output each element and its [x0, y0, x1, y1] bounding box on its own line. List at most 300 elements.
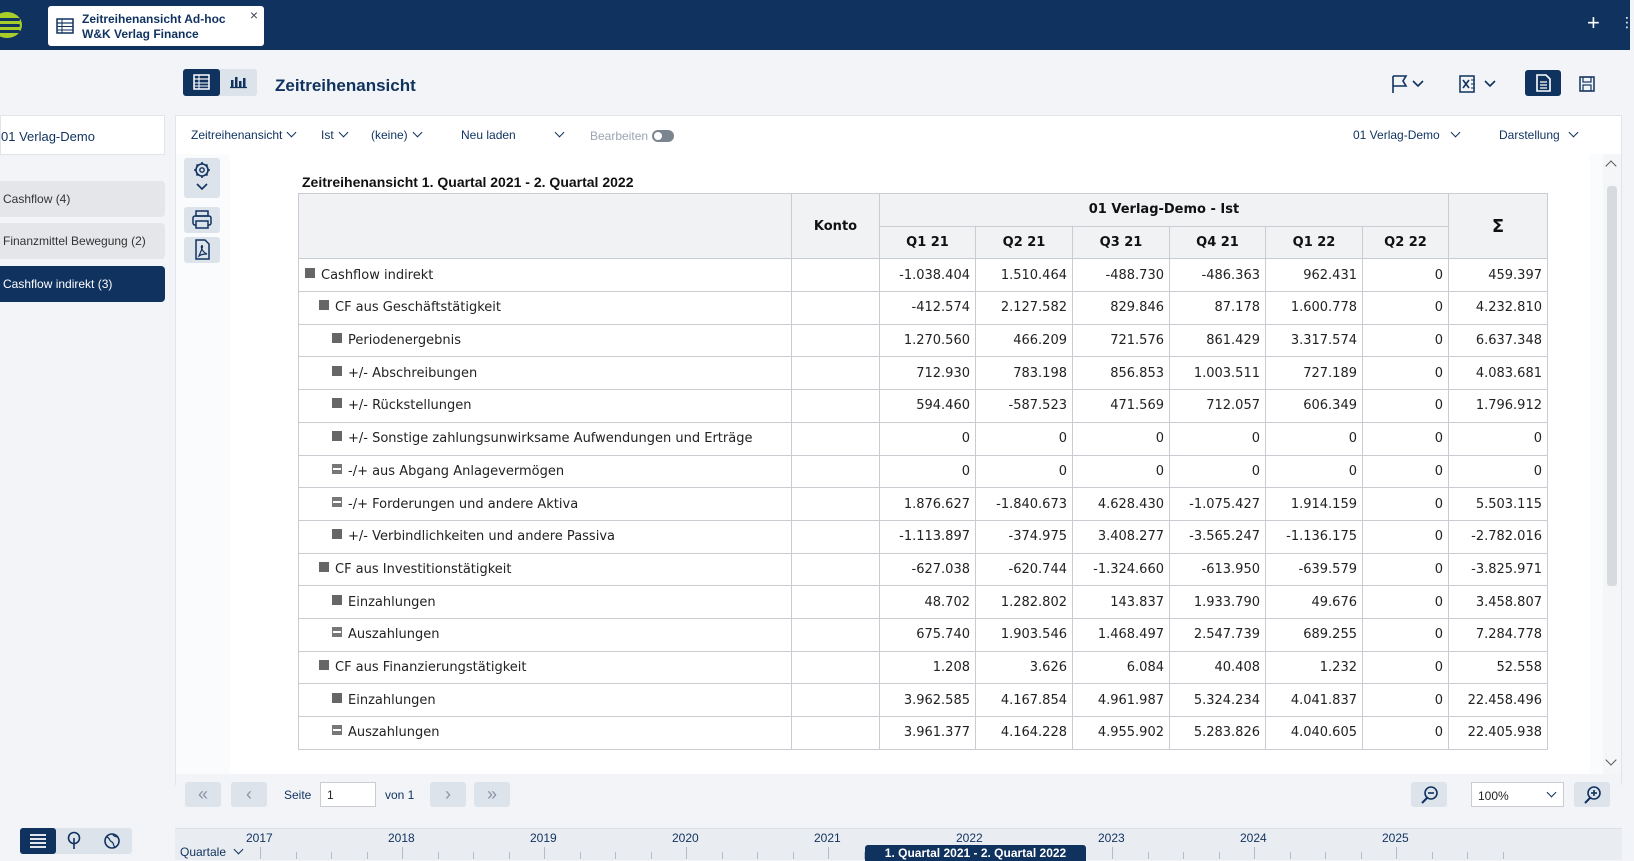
- value-cell: -486.363: [1170, 259, 1266, 292]
- list-view-button[interactable]: [20, 828, 56, 854]
- row-label-cell: [299, 553, 792, 586]
- value-cell: 4.961.987: [1073, 684, 1170, 717]
- view-dropdown[interactable]: [191, 128, 295, 142]
- report-table: [298, 193, 1548, 750]
- pager: [176, 774, 1621, 814]
- period-header: Q2 22: [1363, 226, 1449, 259]
- more-menu-icon[interactable]: ⋮: [1620, 14, 1634, 30]
- table-row[interactable]: [299, 292, 1548, 325]
- konto-cell: [792, 488, 880, 521]
- value-cell: 712.930: [880, 357, 976, 390]
- printer-icon: [184, 207, 220, 233]
- timeline-year-label: 2018: [388, 831, 415, 845]
- timeline-tick: [1148, 852, 1149, 859]
- value-cell: -1.075.427: [1170, 488, 1266, 521]
- konto-cell: [792, 553, 880, 586]
- timeline-tick: [580, 852, 581, 859]
- timeline-year-label: 2025: [1382, 831, 1409, 845]
- next-page-button[interactable]: ›: [430, 782, 466, 807]
- timeline-tick: [1467, 852, 1468, 859]
- chart-view-button[interactable]: [220, 69, 257, 96]
- table-row[interactable]: [299, 586, 1548, 619]
- timeline-year-label: 2024: [1240, 831, 1267, 845]
- row-label: -/+ Forderungen und andere Aktiva: [348, 496, 579, 512]
- value-cell: 1.468.497: [1073, 618, 1170, 651]
- selected-range[interactable]: 1. Quartal 2021 - 2. Quartal 2022: [865, 845, 1086, 861]
- bottom-view-toggle: [20, 828, 132, 854]
- chevron-down-icon: [1413, 81, 1423, 86]
- sum-cell: 459.397: [1449, 259, 1548, 292]
- value-cell: 471.569: [1073, 390, 1170, 423]
- excel-icon: [1460, 76, 1475, 92]
- row-label-cell: [299, 390, 792, 423]
- value-cell: 1.914.159: [1266, 488, 1363, 521]
- tab-subtitle: W&K Verlag Finance: [82, 27, 199, 41]
- value-cell: -587.523: [976, 390, 1073, 423]
- timeline-year-label: 2023: [1098, 831, 1125, 845]
- value-cell: 0: [1170, 455, 1266, 488]
- table-row[interactable]: [299, 684, 1548, 717]
- value-cell: 712.057: [1170, 390, 1266, 423]
- document-view-button[interactable]: [1525, 70, 1561, 96]
- konto-cell: [792, 259, 880, 292]
- konto-cell: [792, 618, 880, 651]
- table-row[interactable]: [299, 717, 1548, 750]
- table-row[interactable]: [299, 259, 1548, 292]
- row-label: -/+ aus Abgang Anlagevermögen: [348, 463, 565, 479]
- table-row[interactable]: [299, 324, 1548, 357]
- zoom-in-button[interactable]: [1574, 782, 1610, 807]
- display-dropdown[interactable]: [1499, 128, 1577, 142]
- app-logo-icon: [0, 12, 22, 38]
- timeline-tick: [296, 852, 297, 859]
- timeline-tick: [1254, 847, 1255, 859]
- chevron-down-icon: [1547, 788, 1557, 798]
- value-cell: 1.903.546: [976, 618, 1073, 651]
- konto-cell: [792, 422, 880, 455]
- row-label: Cashflow indirekt: [321, 267, 434, 283]
- node-icon[interactable]: [305, 268, 315, 278]
- company-dropdown-label: 01 Verlag-Demo: [1353, 128, 1440, 142]
- period-header: Q4 21: [1170, 226, 1266, 259]
- timeline-tick: [1432, 852, 1433, 859]
- last-page-button[interactable]: »: [474, 782, 510, 807]
- value-cell: -1.324.660: [1073, 553, 1170, 586]
- table-row[interactable]: [299, 488, 1548, 521]
- zoom-select[interactable]: [1471, 782, 1564, 807]
- chevron-down-icon: [554, 128, 564, 138]
- previous-page-button[interactable]: ‹: [231, 782, 267, 807]
- row-label-cell: [299, 259, 792, 292]
- print-button[interactable]: [184, 207, 220, 233]
- row-label: CF aus Geschäftstätigkeit: [335, 300, 502, 316]
- report-toolbar: [176, 116, 1621, 154]
- timeline-tick: [757, 852, 758, 859]
- value-cell: 5.283.826: [1170, 717, 1266, 750]
- timeline-year-label: 2020: [672, 831, 699, 845]
- value-cell: 0: [1363, 488, 1449, 521]
- collapse-icon[interactable]: [332, 497, 342, 507]
- value-cell: 0: [1363, 422, 1449, 455]
- sidebar-item-cashflow[interactable]: Cashflow (4): [0, 181, 165, 217]
- flag-icon: [1393, 76, 1406, 93]
- granularity-label: Quartale: [180, 845, 227, 859]
- konto-header: Konto: [792, 194, 880, 259]
- period-header: Q2 21: [976, 226, 1073, 259]
- value-cell: 48.702: [880, 586, 976, 619]
- page-title: Zeitreihenansicht: [275, 76, 416, 95]
- vertical-scrollbar[interactable]: [1603, 154, 1621, 774]
- row-label-cell: [299, 488, 792, 521]
- document-tab[interactable]: [48, 6, 264, 46]
- sum-cell: 22.405.938: [1449, 717, 1548, 750]
- row-label-cell: [299, 357, 792, 390]
- row-label: +/- Rückstellungen: [348, 398, 472, 414]
- report-title: Zeitreihenansicht 1. Quartal 2021 - 2. Quartal 2022: [302, 174, 634, 190]
- sum-cell: -3.825.971: [1449, 553, 1548, 586]
- value-cell: 0: [1363, 455, 1449, 488]
- value-cell: 49.676: [1266, 586, 1363, 619]
- timeline-tick: [509, 852, 510, 859]
- collapse-icon[interactable]: [332, 725, 342, 735]
- value-cell: 0: [1073, 422, 1170, 455]
- timeline-tick: [438, 852, 439, 859]
- sum-cell: 22.458.496: [1449, 684, 1548, 717]
- zoom-in-icon: [1574, 782, 1610, 807]
- scroll-thumb[interactable]: [1607, 186, 1617, 586]
- chevron-up-icon[interactable]: [1605, 160, 1616, 171]
- node-icon[interactable]: [319, 300, 329, 310]
- row-label-cell: [299, 618, 792, 651]
- value-cell: 0: [1266, 422, 1363, 455]
- document-icon: [1525, 70, 1561, 96]
- value-cell: 861.429: [1170, 324, 1266, 357]
- row-label-cell: [299, 292, 792, 325]
- reload-dropdown[interactable]: [461, 128, 563, 142]
- value-cell: 5.324.234: [1170, 684, 1266, 717]
- value-cell: 0: [1363, 618, 1449, 651]
- value-cell: 675.740: [880, 618, 976, 651]
- value-cell: 3.626: [976, 651, 1073, 684]
- timeline-tick: [1325, 852, 1326, 859]
- value-cell: 1.270.560: [880, 324, 976, 357]
- value-cell: 0: [1363, 390, 1449, 423]
- row-label: +/- Verbindlichkeiten und andere Passiva: [348, 529, 615, 545]
- konto-cell: [792, 717, 880, 750]
- table-icon: [56, 17, 74, 35]
- collapse-icon[interactable]: [332, 627, 342, 637]
- period-header: Q3 21: [1073, 226, 1170, 259]
- sum-cell: 52.558: [1449, 651, 1548, 684]
- sum-cell: 0: [1449, 422, 1548, 455]
- table-view-button[interactable]: [183, 69, 220, 96]
- value-cell: 1.208: [880, 651, 976, 684]
- tree-view-button[interactable]: [56, 828, 92, 854]
- table-row[interactable]: [299, 357, 1548, 390]
- timeline-tick: [331, 852, 332, 859]
- period-header: Q1 21: [880, 226, 976, 259]
- scenario-dropdown[interactable]: [321, 128, 347, 142]
- report-panel: [175, 115, 1622, 804]
- sum-cell: 7.284.778: [1449, 618, 1548, 651]
- table-row[interactable]: [299, 455, 1548, 488]
- table-row[interactable]: [299, 390, 1548, 423]
- timeline-tick: [828, 847, 829, 859]
- konto-cell: [792, 324, 880, 357]
- value-cell: -488.730: [1073, 259, 1170, 292]
- row-label-cell: [299, 455, 792, 488]
- node-icon[interactable]: [332, 693, 342, 703]
- chevron-down-icon: [287, 128, 297, 138]
- row-label-cell: [299, 422, 792, 455]
- value-cell: 6.084: [1073, 651, 1170, 684]
- value-cell: 1.933.790: [1170, 586, 1266, 619]
- timeline-tick: [544, 847, 545, 859]
- row-label: Auszahlungen: [348, 627, 440, 643]
- value-cell: 2.127.582: [976, 292, 1073, 325]
- display-dropdown-label: Darstellung: [1499, 128, 1560, 142]
- value-cell: 3.408.277: [1073, 520, 1170, 553]
- value-cell: -412.574: [880, 292, 976, 325]
- value-cell: 689.255: [1266, 618, 1363, 651]
- gear-icon: [184, 158, 220, 198]
- table-row[interactable]: [299, 553, 1548, 586]
- chevron-down-icon: [1568, 128, 1578, 138]
- timeline-year-label: 2017: [246, 831, 273, 845]
- timeline-tick: [1219, 852, 1220, 859]
- timeline-tick: [402, 847, 403, 859]
- settings-button[interactable]: [184, 158, 220, 198]
- chevron-down-icon: [1450, 128, 1460, 138]
- globe-icon: [94, 828, 130, 854]
- reload-label: Neu laden: [461, 128, 516, 142]
- company-dropdown[interactable]: [1353, 128, 1459, 142]
- value-cell: -1.136.175: [1266, 520, 1363, 553]
- value-cell: 829.846: [1073, 292, 1170, 325]
- sum-cell: 3.458.807: [1449, 586, 1548, 619]
- timeline-tick: [1503, 852, 1504, 859]
- timeline-tick: [651, 852, 652, 859]
- toggle-switch[interactable]: [652, 130, 674, 142]
- value-cell: -3.565.247: [1170, 520, 1266, 553]
- chevron-down-icon: [1485, 81, 1495, 86]
- top-bar: [0, 0, 1634, 50]
- value-cell: 143.837: [1073, 586, 1170, 619]
- collapse-icon[interactable]: [332, 464, 342, 474]
- node-icon[interactable]: [332, 595, 342, 605]
- konto-cell: [792, 292, 880, 325]
- row-label-cell: [299, 651, 792, 684]
- value-cell: 594.460: [880, 390, 976, 423]
- value-cell: 0: [1363, 520, 1449, 553]
- row-label-cell: [299, 684, 792, 717]
- value-cell: 3.317.574: [1266, 324, 1363, 357]
- konto-cell: [792, 455, 880, 488]
- group-header: 01 Verlag-Demo - Ist: [880, 194, 1449, 227]
- chevron-down-icon: [412, 128, 422, 138]
- first-page-button[interactable]: «: [185, 782, 221, 807]
- value-cell: -1.840.673: [976, 488, 1073, 521]
- value-cell: 1.282.802: [976, 586, 1073, 619]
- scenario-dropdown-label: Ist: [321, 128, 334, 142]
- page-number-input[interactable]: [320, 782, 376, 807]
- timeline-tick: [1361, 852, 1362, 859]
- sum-header: Σ: [1449, 194, 1548, 259]
- pdf-export-button[interactable]: [184, 237, 220, 263]
- page-label: Seite: [284, 788, 312, 802]
- value-cell: 3.961.377: [880, 717, 976, 750]
- value-cell: -1.113.897: [880, 520, 976, 553]
- value-cell: 0: [976, 422, 1073, 455]
- value-cell: 0: [1363, 586, 1449, 619]
- node-icon[interactable]: [319, 562, 329, 572]
- konto-cell: [792, 357, 880, 390]
- sidebar-item-finanzmittel-bewegung[interactable]: Finanzmittel Bewegung (2): [0, 223, 165, 259]
- row-label: Einzahlungen: [348, 594, 436, 610]
- node-icon[interactable]: [332, 398, 342, 408]
- value-cell: 606.349: [1266, 390, 1363, 423]
- value-cell: 4.164.228: [976, 717, 1073, 750]
- timeline-year-label: 2021: [814, 831, 841, 845]
- company-name: 01 Verlag-Demo: [1, 129, 95, 144]
- value-cell: -620.744: [976, 553, 1073, 586]
- value-cell: 0: [880, 422, 976, 455]
- excel-export-dropdown[interactable]: [1458, 73, 1498, 95]
- row-label-cell: [299, 586, 792, 619]
- sum-cell: 5.503.115: [1449, 488, 1548, 521]
- add-tab-button[interactable]: +: [1587, 10, 1600, 35]
- value-cell: 0: [1073, 455, 1170, 488]
- row-label: Einzahlungen: [348, 692, 436, 708]
- value-cell: 783.198: [976, 357, 1073, 390]
- timeline-tick: [1396, 847, 1397, 859]
- value-cell: 0: [1363, 717, 1449, 750]
- timeline-tick: [1183, 852, 1184, 859]
- zoom-out-button[interactable]: [1411, 782, 1447, 807]
- value-cell: 4.167.854: [976, 684, 1073, 717]
- row-label: CF aus Finanzierungstätigkeit: [335, 659, 527, 675]
- value-cell: 466.209: [976, 324, 1073, 357]
- table-row[interactable]: [299, 520, 1548, 553]
- chevron-down-icon[interactable]: [1605, 754, 1616, 765]
- value-cell: 1.876.627: [880, 488, 976, 521]
- tree-icon: [56, 828, 92, 854]
- timeline-tick: [793, 852, 794, 859]
- value-cell: 0: [1363, 553, 1449, 586]
- row-label: Auszahlungen: [348, 725, 440, 741]
- value-cell: 1.510.464: [976, 259, 1073, 292]
- value-cell: 727.189: [1266, 357, 1363, 390]
- value-cell: 4.040.605: [1266, 717, 1363, 750]
- table-row[interactable]: [299, 422, 1548, 455]
- edit-toggle[interactable]: [590, 128, 674, 143]
- timeline-tick: [722, 852, 723, 859]
- timeline-slider[interactable]: [175, 828, 1622, 860]
- node-icon[interactable]: [332, 366, 342, 376]
- value-cell: 0: [1363, 324, 1449, 357]
- chevron-down-icon: [234, 845, 244, 855]
- konto-cell: [792, 586, 880, 619]
- chevron-down-icon: [197, 184, 207, 189]
- save-icon[interactable]: [1577, 73, 1597, 95]
- value-cell: 1.232: [1266, 651, 1363, 684]
- value-cell: 0: [1266, 455, 1363, 488]
- close-tab-icon[interactable]: ×: [249, 7, 258, 23]
- company-selector[interactable]: [0, 115, 165, 155]
- row-label-cell: [299, 717, 792, 750]
- page-count: von 1: [385, 788, 415, 802]
- value-cell: 0: [1363, 651, 1449, 684]
- sum-cell: 6.637.348: [1449, 324, 1548, 357]
- value-cell: 1.600.778: [1266, 292, 1363, 325]
- row-label: +/- Abschreibungen: [348, 365, 478, 381]
- value-cell: 2.547.739: [1170, 618, 1266, 651]
- sidebar-item-cashflow-indirekt[interactable]: Cashflow indirekt (3): [0, 266, 165, 302]
- timeline-tick: [1112, 847, 1113, 859]
- value-cell: 0: [880, 455, 976, 488]
- value-cell: -374.975: [976, 520, 1073, 553]
- konto-cell: [792, 390, 880, 423]
- timeline-tick: [686, 847, 687, 859]
- granularity-dropdown[interactable]: [180, 845, 242, 859]
- view-toggle: [183, 69, 257, 96]
- node-icon[interactable]: [319, 660, 329, 670]
- table-row[interactable]: [299, 651, 1548, 684]
- zoom-out-icon: [1411, 782, 1447, 807]
- timeline-year-label: 2022: [956, 831, 983, 845]
- pdf-icon: [184, 237, 220, 263]
- label-header: [299, 194, 792, 259]
- node-icon[interactable]: [332, 333, 342, 343]
- globe-view-button[interactable]: [94, 828, 130, 854]
- sum-cell: 4.083.681: [1449, 357, 1548, 390]
- timeline-tick: [473, 852, 474, 859]
- list-icon: [20, 828, 56, 854]
- timeline-year-label: 2019: [530, 831, 557, 845]
- row-label: Periodenergebnis: [348, 333, 462, 349]
- table-row[interactable]: [299, 618, 1548, 651]
- filter-dropdown-label: (keine): [371, 128, 408, 142]
- timeline-tick: [367, 852, 368, 859]
- value-cell: 0: [1363, 357, 1449, 390]
- konto-cell: [792, 684, 880, 717]
- konto-cell: [792, 520, 880, 553]
- timeline-tick: [1290, 852, 1291, 859]
- period-header: Q1 22: [1266, 226, 1363, 259]
- chevron-down-icon: [338, 128, 348, 138]
- sum-cell: 0: [1449, 455, 1548, 488]
- value-cell: 0: [976, 455, 1073, 488]
- sum-cell: 4.232.810: [1449, 292, 1548, 325]
- konto-cell: [792, 651, 880, 684]
- timeline-tick: [260, 847, 261, 859]
- value-cell: -627.038: [880, 553, 976, 586]
- zoom-value: 100%: [1478, 789, 1509, 803]
- node-icon[interactable]: [332, 529, 342, 539]
- value-cell: 856.853: [1073, 357, 1170, 390]
- row-label-cell: [299, 520, 792, 553]
- row-label: CF aus Investitionstätigkeit: [335, 561, 512, 577]
- value-cell: 0: [1363, 259, 1449, 292]
- value-cell: 40.408: [1170, 651, 1266, 684]
- flag-dropdown[interactable]: [1390, 73, 1426, 95]
- value-cell: 721.576: [1073, 324, 1170, 357]
- value-cell: 87.178: [1170, 292, 1266, 325]
- value-cell: 0: [1363, 292, 1449, 325]
- filter-dropdown[interactable]: [371, 128, 421, 142]
- node-icon[interactable]: [332, 431, 342, 441]
- sum-cell: 1.796.912: [1449, 390, 1548, 423]
